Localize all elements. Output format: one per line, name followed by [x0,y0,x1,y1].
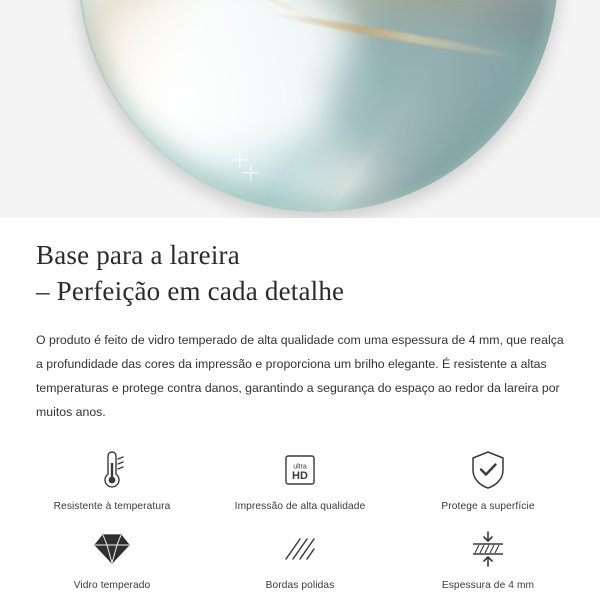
svg-text:ultra: ultra [293,463,307,471]
diamond-icon [92,526,132,572]
feature-item [18,526,206,591]
ultra-hd-icon [280,447,320,493]
feature-item [394,447,582,512]
polished-edges-icon [280,526,320,572]
feature-label: Resistente à temperatura [53,501,171,513]
description-content [0,218,600,425]
thermometer-icon [95,447,129,493]
feature-label: Espessura de 4 mm [441,580,535,592]
feature-label: Vidro temperado [73,580,151,592]
thickness-arrows-icon [466,526,510,572]
page-title [36,238,564,309]
feature-label: Impressão de alta qualidade [234,501,366,513]
ink-wash [328,12,558,182]
feature-label: Protege a superfície [441,501,535,513]
feature-item [18,447,206,512]
feature-item [206,447,394,512]
description-paragraph: O produto é feito de vidro temperado de alta qualidade com uma espessura de 4 mm, que realça a profundidade das cores da impressão e proporciona um brilho elegante. É resistente a altas temperaturas e protege contra danos, garantindo a segurança do espaço ao redor da lareira por muitos anos. [36,333,564,420]
headline-line-2: – Perfeição em cada detalhe [36,275,345,306]
shield-check-icon [469,447,507,493]
feature-item [206,526,394,591]
feature-label: Bordas polidas [265,580,335,592]
svg-text:HD: HD [292,470,308,483]
headline-line-1: Base para a lareira [36,240,240,270]
feature-grid [0,447,600,591]
hero-image [0,0,600,218]
feature-item [394,526,582,591]
